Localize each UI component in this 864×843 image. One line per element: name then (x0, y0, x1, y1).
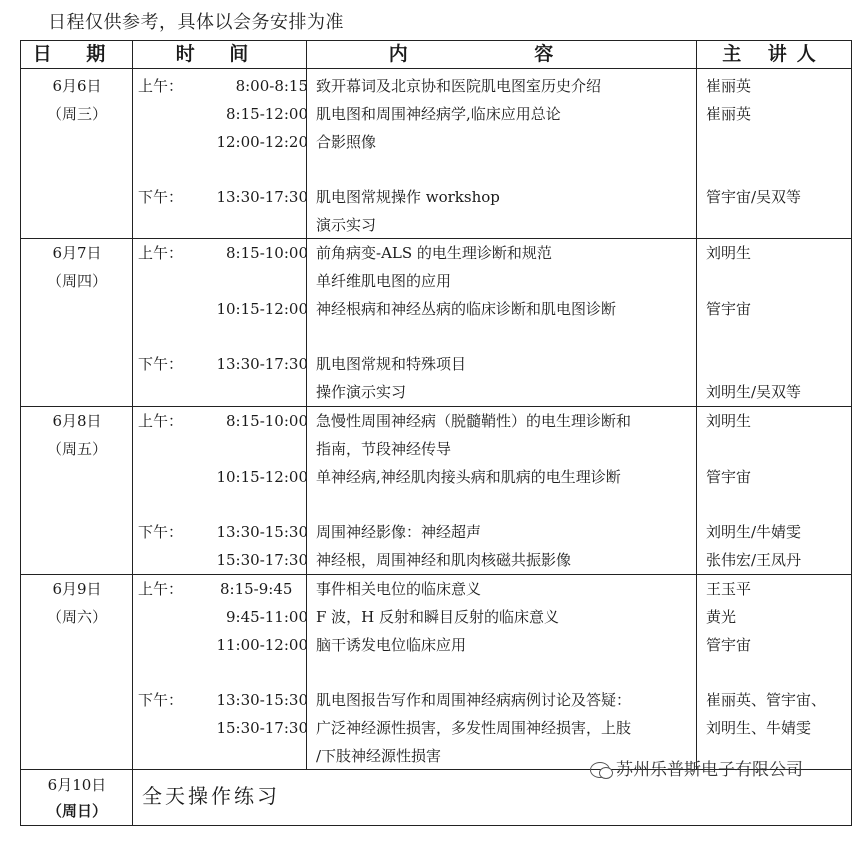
content-line: 演示实习 (316, 216, 377, 234)
content-line: 操作演示实习 (316, 383, 407, 401)
day-weekday: （周日） (46, 802, 107, 820)
header-time: 时 间 (175, 43, 263, 65)
content-line: 肌电图报告写作和周围神经病病例讨论及答疑： (316, 691, 632, 709)
speaker: 黄光 (706, 608, 737, 626)
pm-label: 下午： (138, 188, 184, 206)
day-weekday: （周五） (46, 440, 107, 458)
header-content: 内 容 (388, 43, 614, 65)
content-line: 肌电图和周围神经病学,临床应用总论 (316, 105, 561, 123)
content-line: 脑干诱发电位临床应用 (316, 636, 467, 654)
schedule-table (20, 40, 852, 826)
time-slot: 13:30-15:30 (216, 523, 308, 541)
time-slot: 13:30-17:30 (216, 188, 308, 206)
time-slot: 8:00-8:15 (235, 77, 308, 95)
header-speaker: 主 讲人 (722, 43, 826, 65)
am-label: 上午： (138, 412, 184, 430)
table-rule (20, 40, 21, 826)
schedule-note: 日程仅供参考，具体以会务安排为准 (48, 12, 344, 33)
day-weekday: （周四） (46, 272, 107, 290)
watermark-text: 苏州乐普斯电子有限公司 (616, 760, 803, 780)
time-slot: 11:00-12:00 (216, 636, 308, 654)
time-slot: 15:30-17:30 (216, 719, 308, 737)
speaker: 管宇宙 (706, 636, 752, 654)
day-weekday: （周六） (46, 608, 107, 626)
header-date: 日 期 (32, 43, 120, 65)
table-rule (20, 238, 852, 239)
time-slot: 8:15-9:45 (220, 580, 293, 598)
speaker: 张伟宏/王凤丹 (706, 551, 802, 569)
content-line: 单神经病,神经肌肉接头病和肌病的电生理诊断 (316, 468, 621, 486)
speaker: 管宇宙 (706, 300, 752, 318)
table-rule (20, 68, 852, 69)
content-line: 肌电图常规操作 workshop (316, 188, 500, 206)
speaker: 崔丽英、管宇宙、 (706, 691, 827, 709)
am-label: 上午： (138, 77, 184, 95)
am-label: 上午： (138, 244, 184, 262)
content-line: 指南，节段神经传导 (316, 440, 452, 458)
table-rule (851, 40, 852, 826)
speaker: 刘明生/牛婧雯 (706, 523, 802, 541)
time-slot: 10:15-12:00 (216, 468, 308, 486)
day-date: 6月7日 (52, 244, 102, 262)
am-label: 上午： (138, 580, 184, 598)
speaker: 崔丽英 (706, 105, 752, 123)
speaker: 王玉平 (706, 580, 752, 598)
speaker: 崔丽英 (706, 77, 752, 95)
pm-label: 下午： (138, 355, 184, 373)
time-slot: 12:00-12:20 (216, 133, 308, 151)
time-slot: 13:30-15:30 (216, 691, 308, 709)
table-rule (696, 40, 697, 769)
wechat-icon (590, 762, 610, 778)
content-line: 全天操作练习 (142, 784, 280, 808)
time-slot: 8:15-10:00 (226, 412, 308, 430)
time-slot: 8:15-10:00 (226, 244, 308, 262)
time-slot: 8:15-12:00 (226, 105, 308, 123)
content-line: F 波，H 反射和瞬目反射的临床意义 (316, 608, 560, 626)
time-slot: 13:30-17:30 (216, 355, 308, 373)
content-line: 急慢性周围神经病（脱髓鞘性）的电生理诊断和 (316, 412, 632, 430)
time-slot: 10:15-12:00 (216, 300, 308, 318)
company-watermark (590, 755, 803, 780)
pm-label: 下午： (138, 523, 184, 541)
content-line: 广泛神经源性损害，多发性周围神经损害，上肢 (316, 719, 632, 737)
content-line: 致开幕词及北京协和医院肌电图室历史介绍 (316, 77, 602, 95)
table-rule (132, 40, 133, 826)
time-slot: 9:45-11:00 (226, 608, 308, 626)
content-line: 前角病变-ALS 的电生理诊断和规范 (316, 244, 552, 262)
content-line: 合影照像 (316, 133, 377, 151)
content-line: 肌电图常规和特殊项目 (316, 355, 467, 373)
speaker: 刘明生 (706, 244, 752, 262)
speaker: 刘明生/吴双等 (706, 383, 802, 401)
speaker: 刘明生、牛婧雯 (706, 719, 812, 737)
day-date: 6月8日 (52, 412, 102, 430)
time-slot: 15:30-17:30 (216, 551, 308, 569)
day-date: 6月9日 (52, 580, 102, 598)
speaker: 刘明生 (706, 412, 752, 430)
speaker: 管宇宙/吴双等 (706, 188, 802, 206)
content-line: 神经根病和神经丛病的临床诊断和肌电图诊断 (316, 300, 617, 318)
day-date: 6月6日 (52, 77, 102, 95)
content-line: 单纤维肌电图的应用 (316, 272, 452, 290)
pm-label: 下午： (138, 691, 184, 709)
content-line: 事件相关电位的临床意义 (316, 580, 482, 598)
day-weekday: （周三） (46, 105, 107, 123)
speaker: 管宇宙 (706, 468, 752, 486)
table-rule (20, 825, 852, 826)
content-line: 神经根，周围神经和肌肉核磁共振影像 (316, 551, 572, 569)
day-date: 6月10日 (47, 776, 107, 794)
content-line: 周围神经影像：神经超声 (316, 523, 482, 541)
content-line: /下肢神经源性损害 (316, 747, 442, 765)
